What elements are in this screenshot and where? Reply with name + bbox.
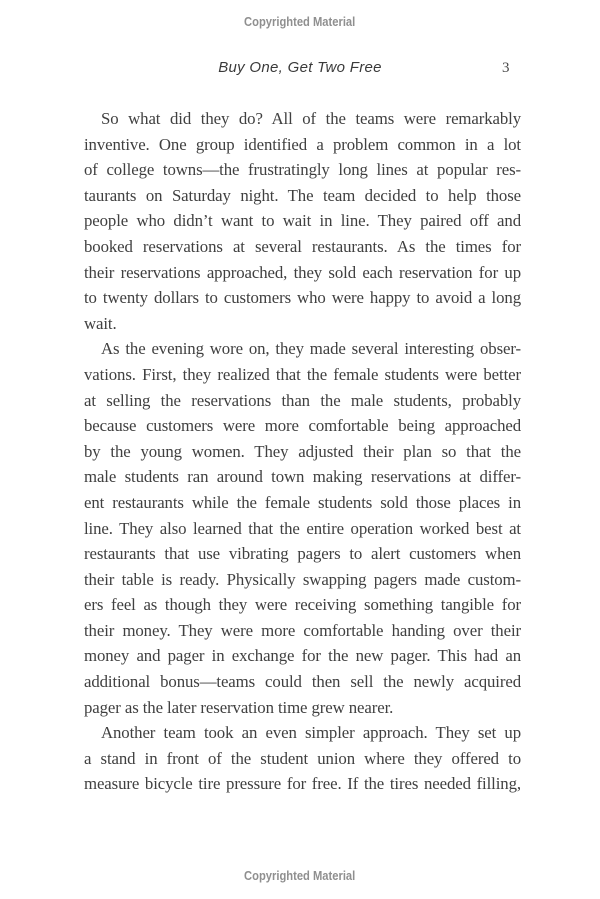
text-line: Another team took an even simpler approach. They set up (101, 723, 521, 743)
copyright-notice-bottom-text: Copyrighted Material (244, 868, 356, 883)
text-line: As the evening wore on, they made several interesting obser- (101, 339, 521, 359)
text-line: male students ran around town making reservations at differ- (84, 467, 521, 487)
text-line: So what did they do? All of the teams were remarkably (101, 109, 521, 128)
text-line: money and pager in exchange for the new pager. This had an (84, 646, 521, 666)
text-line: their money. They were more comfortable handing over their (84, 620, 521, 640)
copyright-notice-top-text: Copyrighted Material (244, 14, 356, 29)
text-line: line. They also learned that the entire operation worked best at (84, 518, 521, 538)
text-line: additional bonus—teams could then sell the newly acquired (84, 672, 521, 692)
text-line: their reservations approached, they sold each reservation for up (84, 262, 521, 282)
text-line: ent restaurants while the female students sold those places in (84, 492, 521, 512)
running-header (0, 59, 600, 79)
copyright-notice-top (0, 14, 600, 29)
text-line: measure bicycle tire pressure for free. If the tires needed filling, (84, 774, 521, 794)
copyright-notice-bottom (0, 868, 600, 883)
page-number: 3 (502, 60, 510, 76)
text-line: inventive. One group identified a problem common in a lot (84, 134, 521, 154)
text-line: to twenty dollars to customers who were happy to avoid a long (84, 288, 521, 308)
text-line: people who didn’t want to wait in line. They paired off and (84, 211, 521, 231)
text-line: at selling the reservations than the male students, probably (84, 390, 521, 410)
text-line: restaurants that use vibrating pagers to alert customers when (84, 544, 521, 564)
text-line: their table is ready. Physically swapping pagers made custom- (84, 569, 521, 589)
text-line: wait. (84, 313, 117, 333)
text-line: of college towns—the frustratingly long lines at popular res- (84, 160, 521, 180)
text-line: booked reservations at several restaurants. As the times for (84, 236, 521, 256)
text-line: by the young women. They adjusted their plan so that the (84, 441, 521, 461)
text-line: ers feel as though they were receiving something tangible for (84, 595, 521, 615)
text-line: a stand in front of the student union where they offered to (84, 748, 521, 768)
body-text (84, 106, 521, 797)
text-line: vations. First, they realized that the female students were better (84, 364, 521, 384)
chapter-title: Buy One, Get Two Free (218, 59, 382, 76)
text-line: because customers were more comfortable being approached (84, 416, 521, 436)
text-line: taurants on Saturday night. The team decided to help those (84, 185, 521, 205)
text-line: pager as the later reservation time grew nearer. (84, 697, 394, 717)
